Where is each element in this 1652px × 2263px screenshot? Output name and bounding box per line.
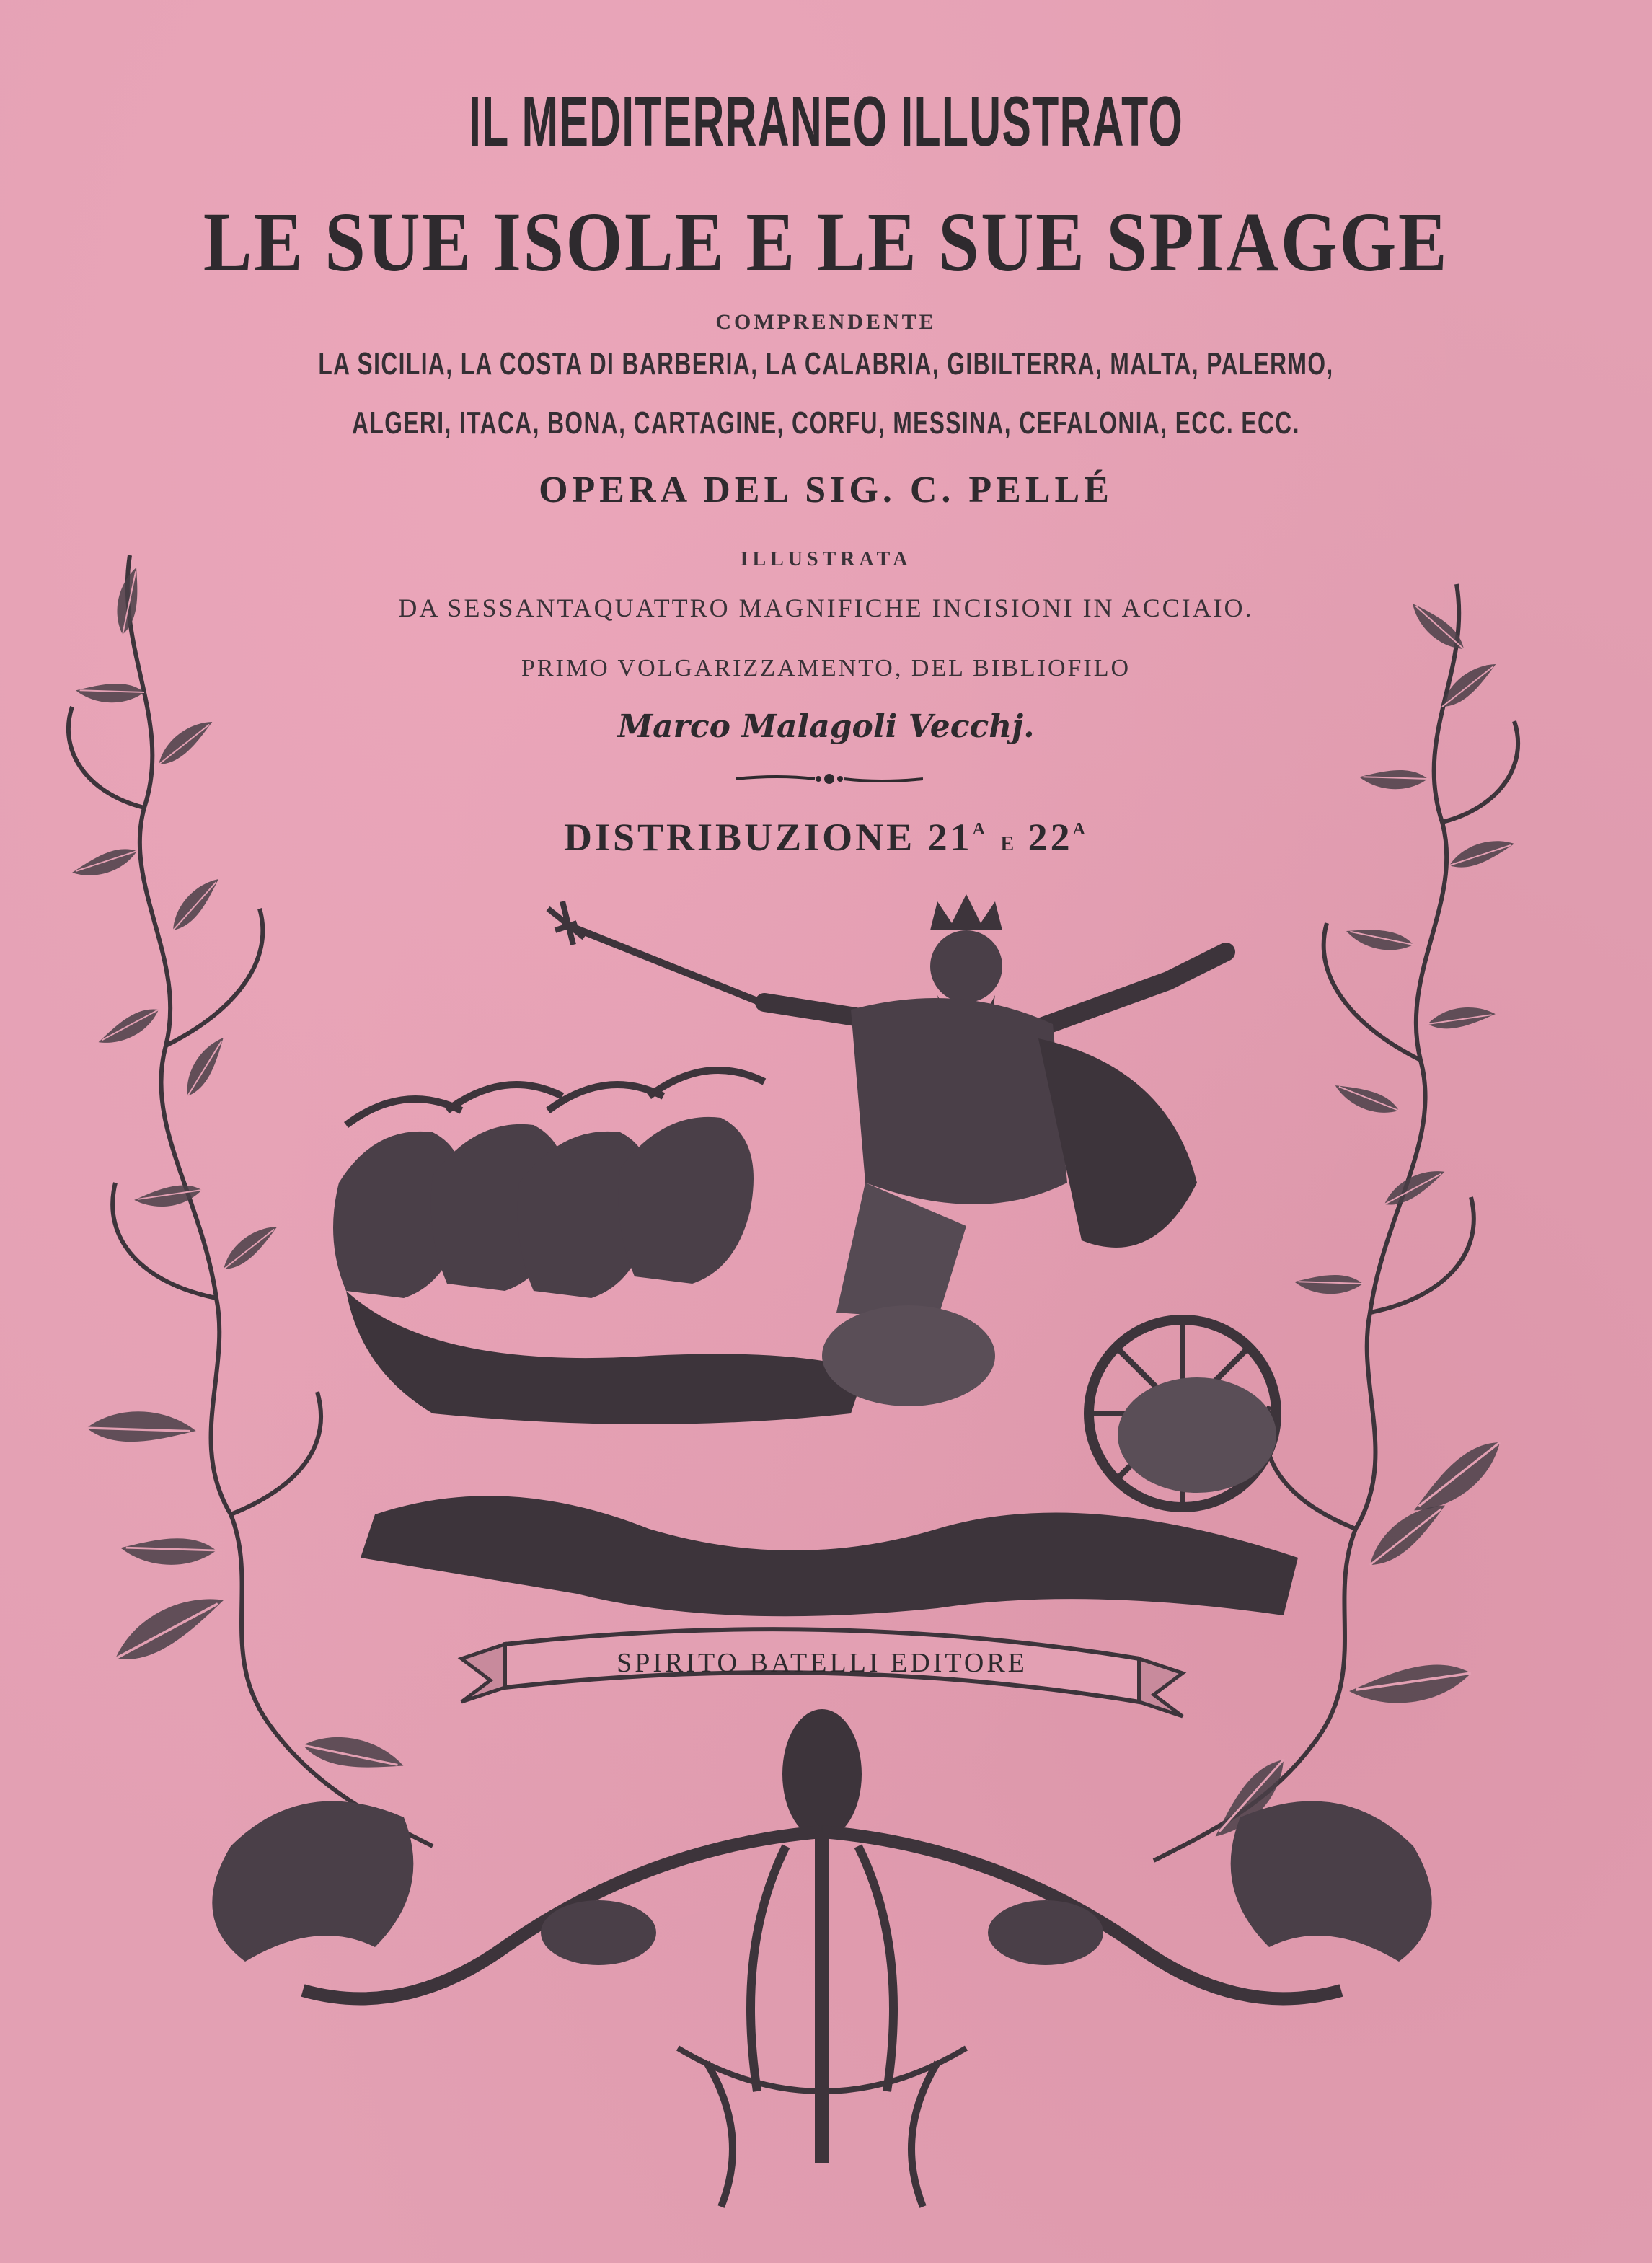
- distribution-sup-2: A: [1072, 820, 1088, 839]
- subtitle: LE SUE ISOLE E LE SUE SPIAGGE: [203, 195, 1449, 289]
- main-title: IL MEDITERRANEO ILLUSTRATO: [469, 81, 1183, 161]
- right-vine-ornament: [1154, 584, 1518, 1861]
- author-line: OPERA DEL SIG. C. PELLÉ: [539, 469, 1113, 511]
- places-line-1: LA SICILIA, LA COSTA DI BARBERIA, LA CALABRIA, GIBILTERRA, MALTA, PALERMO,: [318, 346, 1334, 381]
- illustrata-label: ILLUSTRATA: [740, 548, 912, 570]
- translation-line: PRIMO VOLGARIZZAMENTO, DEL BIBLIOFILO: [521, 655, 1131, 681]
- translator-name: Marco Malagoli Vecchj.: [617, 708, 1035, 745]
- places-line-2: ALGERI, ITACA, BONA, CARTAGINE, CORFU, MESSINA, CEFALONIA, ECC. ECC.: [352, 405, 1300, 441]
- engraved-vignette: [0, 534, 1652, 2263]
- comprendente-label: COMPRENDENTE: [715, 310, 937, 334]
- distribution-label: DISTRIBUZIONE 21: [563, 816, 973, 859]
- engravings-line: DA SESSANTAQUATTRO MAGNIFICHE INCISIONI IN ACCIAIO.: [398, 594, 1254, 622]
- chariot-and-putti: [822, 1305, 1276, 1507]
- publisher-name: SPIRITO BATELLI EDITORE: [617, 1648, 1028, 1678]
- sea-waves: [361, 1496, 1298, 1616]
- sea-horses: [333, 1070, 865, 1424]
- distribution-num-2: 22: [1028, 816, 1073, 859]
- distribution-sup-1: A: [972, 820, 988, 839]
- publisher-ribbon: [461, 1629, 1183, 1716]
- distribution-conj: E: [1000, 833, 1016, 855]
